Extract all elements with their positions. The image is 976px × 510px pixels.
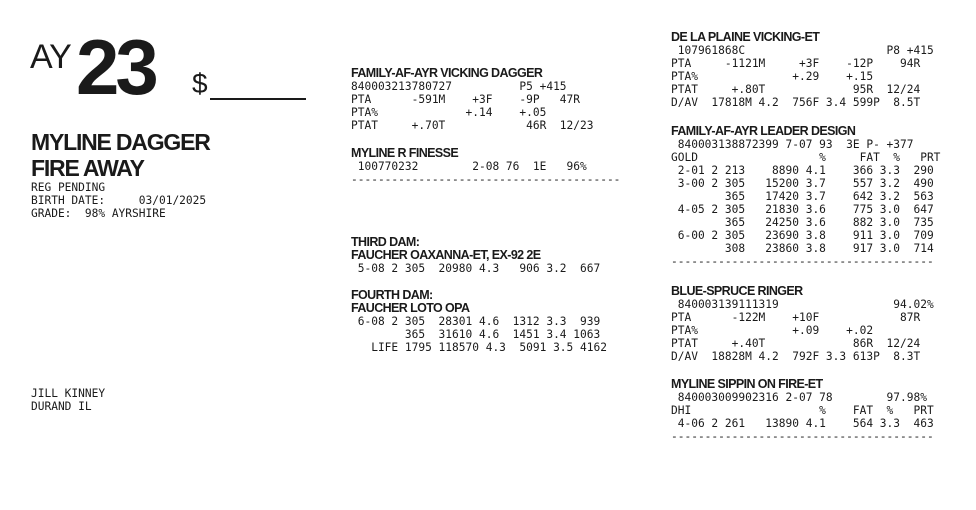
- sire-dam-data: 840003138872399 7-07 93 3E P- +377 GOLD % FAT % PRT 2-01 2 213 8890 4.1 366 3.3 290 3-00 2 305 15200 3.7 557 3.2 490 365 17420 3.7 642 3.2 563 4-05 2 305 21830 3.6 775 3.0 647 365 24250 3.6 882 3.0 735 6-00 2 305 23690 3.8 911 3.0 709 308 23860 3.8 917 3.0 714: [671, 138, 941, 255]
- dam-dam-divider: ---------------------------------------: [671, 430, 934, 443]
- dam-block: [351, 147, 623, 186]
- dam-dam-block: [671, 378, 943, 443]
- animal-info: REG PENDING BIRTH DATE: 03/01/2025 GRADE: 98% AYRSHIRE: [31, 181, 207, 220]
- price-currency: $: [192, 68, 208, 99]
- consignor-block: [31, 387, 105, 413]
- dam-sire-block: [671, 285, 934, 363]
- animal-name-line1: MYLINE DAGGER: [31, 129, 210, 155]
- third-dam-name: FAUCHER OAXANNA-ET, EX-92 2E: [351, 248, 541, 262]
- consignor-location: DURAND IL: [31, 400, 92, 413]
- lot-number: 23: [76, 23, 155, 111]
- dam-data: 100770232 2-08 76 1E 96%: [351, 160, 587, 173]
- animal-block: [31, 129, 210, 220]
- sire-sire-block: [671, 31, 934, 109]
- third-dam-block: [351, 236, 600, 275]
- third-dam-data: 5-08 2 305 20980 4.3 906 3.2 667: [351, 262, 601, 275]
- fourth-dam-data: 6-08 2 305 28301 4.6 1312 3.3 939 365 31610 4.6 1451 3.4 1063 LIFE 1795 118570 4.3 5091 3.5 4162: [357, 315, 607, 354]
- third-dam-label: THIRD DAM:: [351, 235, 420, 249]
- sire-dam-block: [671, 125, 943, 268]
- dam-sire-data: 840003139111319 94.02% PTA -122M +10F 87R PTA% +.09 +.02 PTAT +.40T 86R 12/24 D/AV 18828M 4.2 792F 3.3 613P 8.3T: [671, 298, 934, 363]
- sire-dam-divider: ---------------------------------------: [671, 255, 934, 268]
- animal-name-line2: FIRE AWAY: [31, 155, 144, 181]
- sire-name: FAMILY-AF-AYR VICKING DAGGER: [351, 66, 543, 80]
- sire-sire-data: 107961868C P8 +415 PTA -1121M +3F -12P 94R PTA% +.29 +.15 PTAT +.80T 95R 12/24 D/AV 17818M 4.2 756F 3.4 599P 8.5T: [671, 44, 934, 109]
- sire-block: [351, 67, 593, 132]
- dam-dam-data: 840003009902316 2-07 78 97.98% DHI % FAT % PRT 4-06 2 261 13890 4.1 564 3.3 463: [671, 391, 934, 430]
- dam-dam-name: MYLINE SIPPIN ON FIRE-ET: [671, 377, 823, 391]
- fourth-dam-name: FAUCHER LOTO OPA: [351, 301, 470, 315]
- sire-data: 840003213780727 P5 +415 PTA -591M +3F -9P 47R PTA% +.14 +.05 PTAT +.70T 46R 12/23: [351, 80, 594, 132]
- dam-name: MYLINE R FINESSE: [351, 146, 459, 160]
- sire-dam-name: FAMILY-AF-AYR LEADER DESIGN: [671, 124, 856, 138]
- sire-sire-name: DE LA PLAINE VICKING-ET: [671, 30, 820, 44]
- price-entry-line: [210, 98, 306, 100]
- fourth-dam-label: FOURTH DAM:: [351, 288, 433, 302]
- consignor-name: JILL KINNEY: [31, 387, 106, 400]
- fourth-dam-block: [351, 289, 607, 354]
- lot-prefix: AY: [30, 38, 71, 76]
- dam-sire-name: BLUE-SPRUCE RINGER: [671, 284, 803, 298]
- dam-divider: ----------------------------------------: [351, 173, 621, 186]
